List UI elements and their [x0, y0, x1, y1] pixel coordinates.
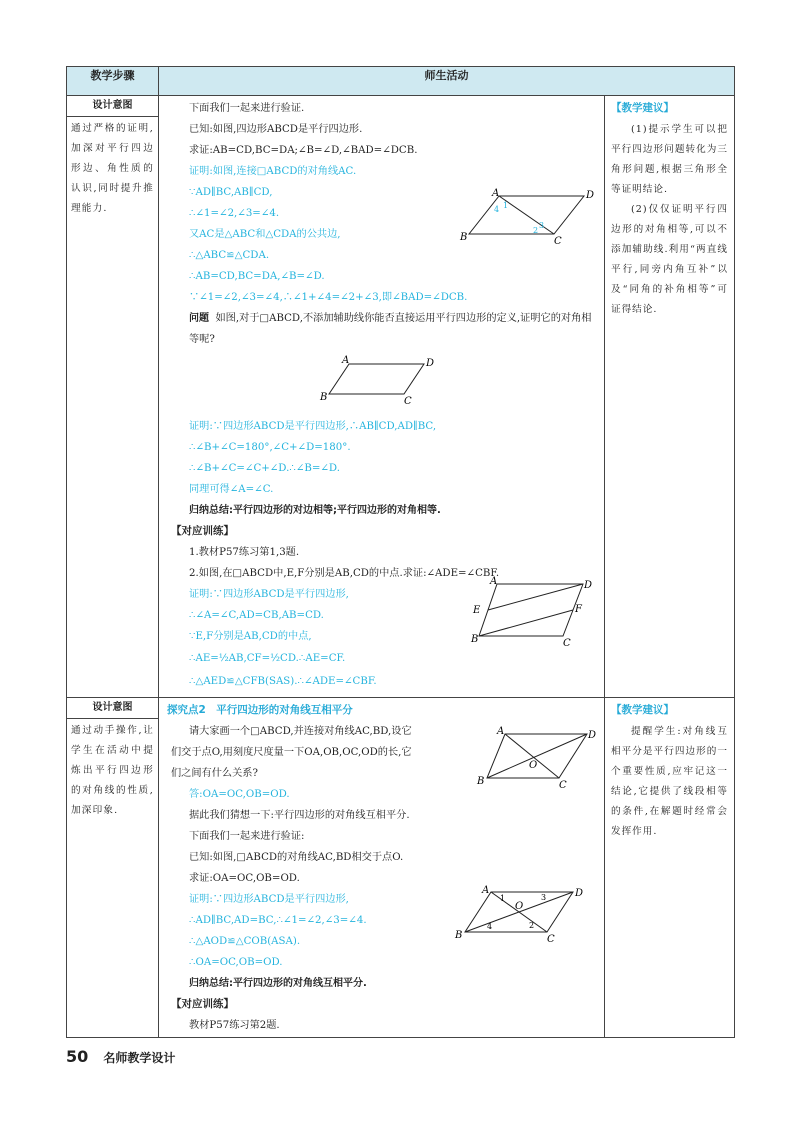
book-title: 名师教学设计: [103, 1051, 176, 1065]
given-line: 已知:如图,□ABCD的对角线AC,BD相交于点O.: [189, 852, 404, 863]
proof2-line: 证明:∵四边形ABCD是平行四边形,∴AB∥CD,AD∥BC,: [189, 421, 437, 432]
section1-middle: [159, 96, 605, 698]
proof-line: ∴AD∥BC,AD=BC,∴∠1=∠2,∠3=∠4.: [189, 915, 367, 926]
proof-line: 又AC是△ABC和△CDA的公共边,: [189, 229, 341, 240]
angle-2: 2: [529, 921, 535, 930]
section2-left: [67, 698, 159, 1038]
given-line: 已知:如图,四边形ABCD是平行四边形.: [189, 124, 363, 135]
teaching-tip-2: (2)仅仅证明平行四边形的对角相等,可以不添加辅助线.利用“两直线平行,同旁内角互补”以及“同角的补角相等”可证得结论.: [611, 204, 728, 315]
section1-row: [67, 96, 735, 698]
task-line: 们交于点O,用刻度尺度量一下OA,OB,OC,OD的长,它: [171, 747, 412, 758]
label-D: D: [586, 190, 595, 201]
prove-line: 求证:OA=OC,OB=OD.: [189, 873, 300, 884]
label-B: B: [455, 930, 463, 941]
figure-parallelogram-midpoints: [471, 576, 593, 649]
design-intent-label: 设计意图: [67, 96, 158, 117]
teaching-tip-1: 提醒学生:对角线互相平分是平行四边形的一个重要性质,应牢记这一结论,它提供了线段相等的条件,在解题时经常会发挥作用.: [611, 726, 728, 837]
summary-line: 归纳总结:平行四边形的对边相等;平行四边形的对角相等.: [189, 505, 441, 516]
label-O: O: [515, 901, 524, 912]
label-B: B: [320, 392, 328, 403]
angle-1: 1: [500, 894, 506, 903]
conjecture-line: 据此我们猜想一下:平行四边形的对角线互相平分.: [189, 810, 410, 821]
label-B: B: [460, 232, 468, 243]
intro-line: 下面我们一起来进行验证.: [189, 103, 305, 114]
angle-4: 4: [487, 922, 493, 931]
label-C: C: [404, 396, 412, 407]
figure-parallelogram-diagonal: [459, 186, 599, 246]
label-B: B: [477, 776, 485, 787]
page-number: 50: [66, 1047, 89, 1066]
angle-1: 1: [503, 201, 509, 210]
section2-right: [605, 698, 735, 1038]
label-A: A: [342, 355, 350, 366]
label-F: F: [575, 604, 582, 615]
proof2-line: ∴∠B+∠C=∠C+∠D.∴∠B=∠D.: [189, 463, 340, 474]
lesson-table: [66, 66, 735, 1038]
question-paragraph: [171, 308, 596, 350]
proof3-line: ∴∠A=∠C,AD=CB,AB=CD.: [189, 610, 324, 621]
angle-3: 3: [539, 221, 545, 230]
label-C: C: [559, 780, 567, 791]
teaching-tip-1: (1)提示学生可以把平行四边形问题转化为三角形问题,根据三角形全等证明结论.: [611, 124, 728, 195]
table-header-row: [67, 67, 735, 96]
proof-line: ∵AD∥BC,AB∥CD,: [189, 187, 273, 198]
training-label: 【对应训练】: [171, 525, 234, 537]
proof3-line: ∵E,F分别是AB,CD的中点,: [189, 631, 312, 642]
proof-line: ∴△ABC≌△CDA.: [189, 250, 270, 261]
label-D: D: [426, 358, 435, 369]
exploration-heading: 探究点2 平行四边形的对角线互相平分: [167, 704, 353, 716]
section2-row: [67, 698, 735, 1038]
label-D: D: [575, 888, 584, 899]
proof-line: ∵∠1=∠2,∠3=∠4,∴∠1+∠4=∠2+∠3,即∠BAD=∠DCB.: [189, 292, 468, 303]
label-A: A: [492, 188, 500, 199]
page-footer: [66, 1047, 175, 1066]
design-intent-label: 设计意图: [67, 698, 158, 719]
label-D: D: [584, 580, 593, 591]
question-label: 问题: [189, 313, 209, 324]
proof2-line: 同理可得∠A=∠C.: [189, 484, 274, 495]
prove-line: 求证:AB=CD,BC=DA;∠B=∠D,∠BAD=∠DCB.: [189, 145, 418, 156]
verify-line: 下面我们一起来进行验证:: [189, 831, 305, 842]
label-O: O: [529, 760, 538, 771]
proof-line: 证明:如图,连接□ABCD的对角线AC.: [189, 166, 357, 177]
section1-right: [605, 96, 735, 698]
section1-left: [67, 96, 159, 698]
proof3-line: ∴△AED≌△CFB(SAS).∴∠ADE=∠CBF.: [189, 676, 377, 687]
summary-line: 归纳总结:平行四边形的对角线互相平分.: [189, 978, 367, 989]
design-intent-text: 通过动手操作,让学生在活动中提炼出平行四边形的对角线的性质,加深印象.: [71, 725, 154, 816]
label-C: C: [547, 934, 555, 945]
proof2-line: ∴∠B+∠C=180°,∠C+∠D=180°.: [189, 442, 351, 453]
label-C: C: [554, 236, 562, 247]
section2-middle: [159, 698, 605, 1038]
proof-line: ∴OA=OC,OB=OD.: [189, 957, 283, 968]
figure-diagonals-angles: [455, 884, 585, 944]
label-D: D: [588, 730, 597, 741]
label-B: B: [471, 634, 479, 645]
angle-4: 4: [494, 205, 500, 214]
training-item: 1.教材P57练习第1,3题.: [189, 547, 300, 558]
question-text: 如图,对于□ABCD,不添加辅助线你能否直接运用平行四边形的定义,证明它的对角相等呢?: [189, 313, 592, 345]
proof-line: 证明:∵四边形ABCD是平行四边形,: [189, 894, 349, 905]
label-A: A: [490, 576, 498, 587]
training-item: 2.如图,在□ABCD中,E,F分别是AB,CD的中点.求证:∠ADE=∠CBF.: [189, 568, 500, 579]
figure-parallelogram: [319, 354, 439, 407]
task-line: 们之间有什么关系?: [171, 768, 258, 779]
header-activity: 师生活动: [159, 67, 735, 96]
teaching-tip-title: 【教学建议】: [611, 102, 674, 114]
training-item: 教材P57练习第2题.: [189, 1020, 280, 1031]
label-A: A: [497, 726, 505, 737]
angle-3: 3: [541, 893, 547, 902]
task-line: 请大家画一个□ABCD,并连接对角线AC,BD,设它: [189, 726, 412, 737]
proof-line: ∴△AOD≌△COB(ASA).: [189, 936, 301, 947]
figure-diagonals: [477, 726, 597, 791]
header-steps: 教学步骤: [67, 67, 159, 96]
label-C: C: [563, 638, 571, 649]
design-intent-text: 通过严格的证明,加深对平行四边形边、角性质的认识,同时提升推理能力.: [71, 123, 154, 214]
label-A: A: [482, 885, 490, 896]
label-E: E: [473, 605, 481, 616]
proof3-line: 证明:∵四边形ABCD是平行四边形,: [189, 589, 349, 600]
answer-line: 答:OA=OC,OB=OD.: [189, 789, 290, 800]
proof-line: ∴∠1=∠2,∠3=∠4.: [189, 208, 280, 219]
training-label: 【对应训练】: [171, 998, 234, 1010]
teaching-tip-title: 【教学建议】: [611, 704, 674, 716]
angle-2: 2: [533, 226, 539, 235]
proof3-line: ∴AE=½AB,CF=½CD.∴AE=CF.: [189, 653, 346, 664]
proof-line: ∴AB=CD,BC=DA,∠B=∠D.: [189, 271, 325, 282]
